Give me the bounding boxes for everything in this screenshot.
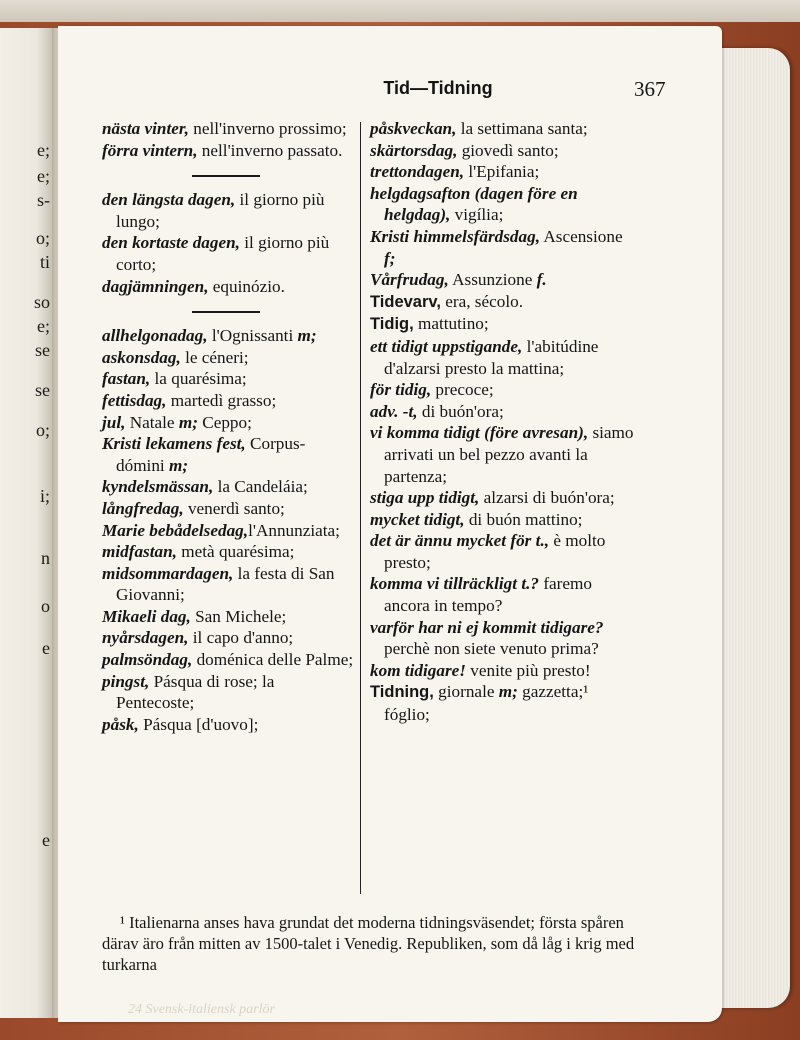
entry-italian: l'Epifania; [464,162,540,182]
left-page-fragment: e; [37,140,50,160]
dictionary-entry [102,606,354,628]
entry-italian: nell'inverno prossimo; [188,119,347,138]
entry-gender: m; [178,412,198,432]
entry-italian: vigília; [450,205,504,225]
left-page-fragment: i; [39,486,50,506]
entry-italian: è molto presto; [384,531,606,572]
dictionary-entry [370,183,638,226]
entry-italian: equinózio. [208,276,285,296]
entry-swedish: för tidig, [370,380,432,400]
dictionary-column-right [370,118,638,726]
entry-swedish: påsk, [102,714,139,734]
entry-italian: faremo ancora in tempo? [384,574,592,616]
entry-italian: l'Ognissanti [207,326,298,346]
dictionary-entry [102,368,354,390]
entry-italian: la festa di San Giovanni; [116,563,335,605]
entry-swedish: Kristi lekamens fest, [102,434,246,454]
entry-italian: Pásqua [d'uovo]; [138,714,259,734]
entry-swedish: komma vi tillräckligt t.? [370,574,540,594]
entry-italian: gazzetta;¹ fóglio; [384,682,589,725]
dictionary-entry [370,291,638,314]
left-page-fragment: se [35,340,50,360]
left-page-fragment: se [35,380,50,400]
entry-swedish: Kristi himmelsfärdsdag, [370,226,540,246]
entry-italian: venerdì santo; [183,498,285,518]
entry-swedish: helgdagsafton (dagen före en helgdag), [370,183,578,225]
left-page-fragment: o; [35,228,50,248]
entry-swedish: påskveckan, [370,119,457,138]
entry-italian: mattutino; [413,314,489,334]
entry-italian: la settimana santa; [456,119,588,138]
footnote: ¹ Italienarna anses hava grundat det moderna tidningsväsendet; första spåren därav äro från mitten av 1500-talet i Venedig. Republiken, som då låg i krig med turkarna [102,913,635,974]
dictionary-entry [370,140,638,162]
entry-italian: siamo arrivati un bel pezzo avanti la partenza; [384,423,634,486]
dictionary-entry [370,118,638,140]
page-edges [712,48,790,1008]
entry-italian: la Candeláia; [213,477,308,497]
entry-gender: m; [169,455,189,475]
entry-swedish: mycket tidigt, [370,509,465,529]
dictionary-entry [102,412,354,434]
dictionary-entry [370,401,638,423]
left-page-fragment: ti [39,252,50,272]
entry-swedish: jul, [102,412,126,432]
entry-italian: nell'inverno passato. [197,140,343,160]
entry-swedish: midfastan, [102,542,177,562]
entry-italian: Assunzione [448,270,537,290]
dictionary-entry [370,530,638,573]
entry-swedish: kom tidigare! [370,660,466,680]
entry-italian: perchè non siete venuto prima? [384,639,599,659]
dictionary-entry [370,573,638,616]
page-number: 367 [634,77,666,101]
left-page-fragment: so [33,292,50,312]
entry-swedish: adv. -t, [370,401,418,421]
dictionary-entry [370,660,638,682]
dictionary-entry [370,487,638,509]
entry-italian: il giorno più corto; [116,233,330,274]
entry-swedish: dagjämningen, [102,276,209,296]
dictionary-entry [102,671,354,714]
bleed-through-text: 24 Svensk-italiensk parlör [128,1002,275,1017]
entry-swedish: Mikaeli dag, [102,606,191,626]
entry-gender: m; [297,326,317,346]
dictionary-entry [102,390,354,412]
entry-italian: di buón mattino; [464,509,583,529]
left-page-fragment: e; [37,316,50,336]
entry-gender: f. [536,270,547,290]
dictionary-entry [102,498,354,520]
entry-swedish: långfredag, [102,498,184,518]
left-page-fragment: e; [37,166,50,186]
entry-italian: San Michele; [190,606,287,626]
entry-italian: Ascensione [540,226,623,246]
entry-italian: Pásqua di rose; la Pentecoste; [116,671,275,713]
entry-swedish: askonsdag, [102,347,181,367]
dictionary-entry [102,325,354,347]
left-page-fragment: e [42,638,50,658]
entry-swedish: allhelgonadag, [102,326,208,346]
entry-italian: la quarésima; [150,369,247,389]
entry-italian: il giorno più lungo; [116,190,325,231]
entry-gender: m; [498,682,518,702]
dictionary-entry [102,118,354,140]
dictionary-entry [370,161,638,183]
dictionary-entry [102,714,354,736]
entry-swedish: Marie bebådelsedag, [102,520,249,540]
left-page [0,28,52,1018]
entry-swedish: det är ännu mycket för t., [370,531,550,551]
dictionary-entry [370,226,638,269]
entry-swedish: Vårfrudag, [370,270,449,290]
entry-swedish: skärtorsdag, [370,140,458,160]
entry-swedish: den längsta dagen, [102,190,236,210]
tablecloth [0,0,800,22]
entry-italian: martedì grasso; [166,390,277,410]
dictionary-entry [102,563,354,606]
entry-italian: l'abitúdine d'alzarsi presto la mattina; [384,336,599,378]
entry-swedish: kyndelsmässan, [102,477,214,497]
entry-italian: giovedì santo; [457,140,559,160]
entry-swedish: den kortaste dagen, [102,233,240,253]
dictionary-entry [102,276,354,298]
entry-italian: giornale [433,682,499,702]
entry-italian: Natale [125,412,179,432]
entry-italian: metà quarésima; [176,542,295,562]
dictionary-entry [102,189,354,232]
column-divider [360,122,361,894]
entry-swedish: nyårsdagen, [102,628,189,648]
separator-rule [192,311,260,313]
entry-swedish: trettondagen, [370,162,465,182]
section-separator [102,161,354,189]
dictionary-entry [102,140,354,162]
separator-rule [192,175,260,177]
entry-swedish: fettisdag, [102,390,167,410]
entry-italian: di buón'ora; [417,401,504,421]
entry-italian: venite più presto! [465,660,591,680]
dictionary-entry [102,541,354,563]
entry-swedish: fastan, [102,369,151,389]
section-separator [102,297,354,325]
entry-italian: Corpus-dómini [116,434,306,475]
left-page-fragment: e [42,830,50,850]
dictionary-entry [370,313,638,336]
entry-swedish: ett tidigt uppstigande, [370,336,523,356]
dictionary-entry [370,269,638,291]
entry-headword: Tidig, [370,315,414,334]
entry-swedish: nästa vinter, [102,119,189,138]
entry-italian: alzarsi di buón'ora; [479,488,615,508]
left-page-fragment: o [41,596,50,616]
entry-italian: il capo d'anno; [188,628,294,648]
dictionary-entry [370,509,638,531]
dictionary-entry [370,336,638,379]
entry-swedish: vi komma tidigt (före avresan), [370,423,589,443]
left-page-fragment: n [41,548,50,568]
dictionary-column-left [102,118,354,735]
dictionary-entry [370,422,638,487]
dictionary-entry [102,347,354,369]
entry-headword: Tidevarv, [370,292,441,311]
left-page-fragment: o; [35,420,50,440]
dictionary-entry [370,681,638,725]
entry-italian: Ceppo; [197,412,252,432]
entry-swedish: förra vintern, [102,140,198,160]
entry-italian: precoce; [431,380,494,400]
dictionary-entry [370,617,638,660]
running-head: Tid—Tidning [383,78,493,98]
entry-swedish: midsommardagen, [102,563,234,583]
entry-swedish: stiga upp tidigt, [370,488,480,508]
entry-swedish: palmsöndag, [102,650,193,670]
entry-italian: doménica delle Palme; [192,650,354,670]
dictionary-entry [102,476,354,498]
entry-swedish: varför har ni ej kommit tidigare? [370,617,604,637]
entry-headword: Tidning, [370,683,434,702]
entry-italian: le céneri; [180,347,249,367]
entry-gender: f; [384,248,396,268]
entry-italian: era, sécolo. [440,291,524,311]
right-page [58,26,722,1022]
entry-italian: l'Annunziata; [248,520,340,540]
dictionary-entry [102,433,354,476]
entry-swedish: pingst, [102,671,150,691]
dictionary-entry [102,649,354,671]
dictionary-entry [370,379,638,401]
dictionary-entry [102,232,354,275]
dictionary-entry [102,520,354,542]
dictionary-entry [102,627,354,649]
left-page-fragment: s- [37,190,50,210]
